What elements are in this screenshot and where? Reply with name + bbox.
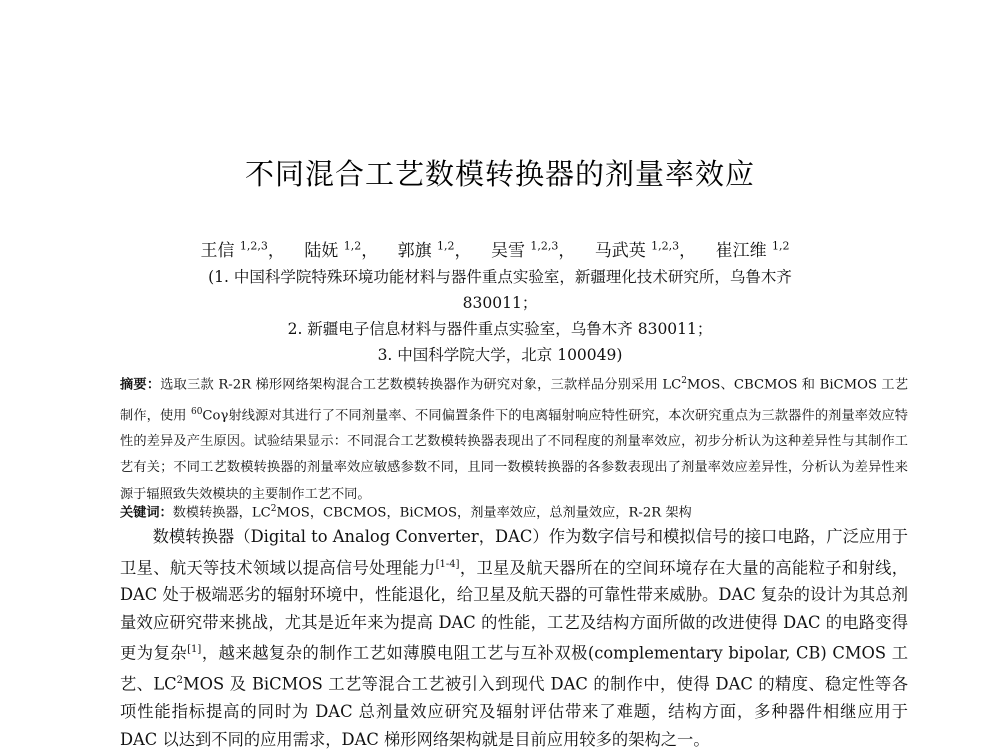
author-name: 马武英 <box>594 241 646 261</box>
author-name: 吴雪 <box>490 241 525 261</box>
author <box>595 236 706 261</box>
citation: [1-4] <box>435 558 460 570</box>
body-text: 数模转换器（Digital to Analog Converter，DAC）作为数字信号和模拟信号的接口电路，广泛应用于卫星、航天等技术领域以提高信号处理能力 <box>120 527 908 577</box>
author-name: 崔江维 <box>715 241 767 261</box>
author-separator: ， <box>267 241 285 261</box>
keywords-text: MOS，CBCMOS，BiCMOS，剂量率效应，总剂量效应，R-2R 架构 <box>276 505 692 521</box>
superscript: 2 <box>681 376 687 386</box>
author-affiliation-mark: 1,2 <box>437 239 455 253</box>
author <box>398 236 482 261</box>
author-name: 郭旗 <box>397 241 432 261</box>
affiliation-line-1: (1. 中国科学院特殊环境功能材料与器件重点实验室，新疆理化技术研究所，乌鲁木齐 <box>208 268 792 286</box>
superscript: 60 <box>190 406 203 417</box>
author-separator: ， <box>361 241 379 261</box>
body-paragraph <box>120 523 908 753</box>
keywords-label: 关键词： <box>120 505 173 521</box>
author-separator: ， <box>558 241 576 261</box>
author-affiliation-mark: 1,2,3 <box>651 239 680 253</box>
citation: [1] <box>187 644 202 656</box>
body-text: ，卫星及航天器所在的空间环境存在大量的高能粒子和射线，DAC 处于极端恶劣的辐射环境中，性能退化，给卫星及航天器的可靠性带来威胁。DAC 复杂的设计为其总剂量效应研究带来挑战，尤其是近年来为提高 DAC 的性能，工艺及结构方面所做的改进使得 DAC 的电路变得更为复杂 <box>120 557 908 663</box>
abstract <box>120 368 908 508</box>
author-separator: ， <box>454 241 472 261</box>
author-separator: ， <box>679 241 697 261</box>
affiliation-line-3: 2. 新疆电子信息材料与器件重点实验室，乌鲁木齐 830011； <box>287 320 713 338</box>
author-affiliation-mark: 1,2,3 <box>239 239 268 253</box>
author-affiliation-mark: 1,2 <box>771 239 790 253</box>
author-list <box>0 236 1000 261</box>
abstract-text: MOS、CBCMOS 和 BiCMOS 工艺制作，使用 <box>120 377 909 423</box>
author <box>304 236 388 261</box>
keywords-text: 数模转换器，LC <box>172 505 271 521</box>
author <box>201 236 295 261</box>
abstract-text: 选取三款 R-2R 梯形网络架构混合工艺数模转换器作为研究对象，三款样品分别采用 LC <box>160 377 682 393</box>
author <box>491 236 585 261</box>
author-affiliation-mark: 1,2 <box>343 239 362 253</box>
paper-title: 不同混合工艺数模转换器的剂量率效应 <box>244 157 755 191</box>
body-text: ，越来越复杂的制作工艺如薄膜电阻工艺与互补双极(complementary bipolar, CB) CMOS 工艺、LC <box>120 643 908 694</box>
author-name: 王信 <box>200 241 235 261</box>
superscript: 2 <box>270 504 277 514</box>
abstract-text: Coγ射线源对其进行了不同剂量率、不同偏置条件下的电离辐射响应特性研究，本次研究重点为三款器件的剂量率效应特性的差异及产生原因。试验结果显示：不同混合工艺数模转换器表现出了不同程度的剂量率效应，初步分析认为这种差异性与其制作工艺有关；不同工艺数模转换器的剂量率效应敏感参数不同，且同一数模转换器的各参数表现出了剂量率效应差异性，分析认为差异性来源于辐照致失效模块的主要制作工艺不同。 <box>120 407 908 502</box>
superscript: 2 <box>176 675 183 687</box>
author <box>716 236 800 261</box>
keywords <box>120 498 908 524</box>
abstract-label: 摘要： <box>120 377 161 393</box>
author-affiliation-mark: 1,2,3 <box>530 239 559 253</box>
affiliation-line-4: 3. 中国科学院大学，北京 100049) <box>377 346 623 364</box>
author-name: 陆妩 <box>304 241 339 261</box>
body-text: MOS 及 BiCMOS 工艺等混合工艺被引入到现代 DAC 的制作中，使得 DAC 的精度、稳定性等各项性能指标提高的同时为 DAC 总剂量效应研究及辐射评估带来了难题，结构方面，多种器件相继应用于 DAC 以达到不同的应用需求，DAC 梯形网络架构就是目前应用较多的架构之一。 <box>120 674 908 749</box>
affiliation-line-2: 830011； <box>462 294 538 312</box>
